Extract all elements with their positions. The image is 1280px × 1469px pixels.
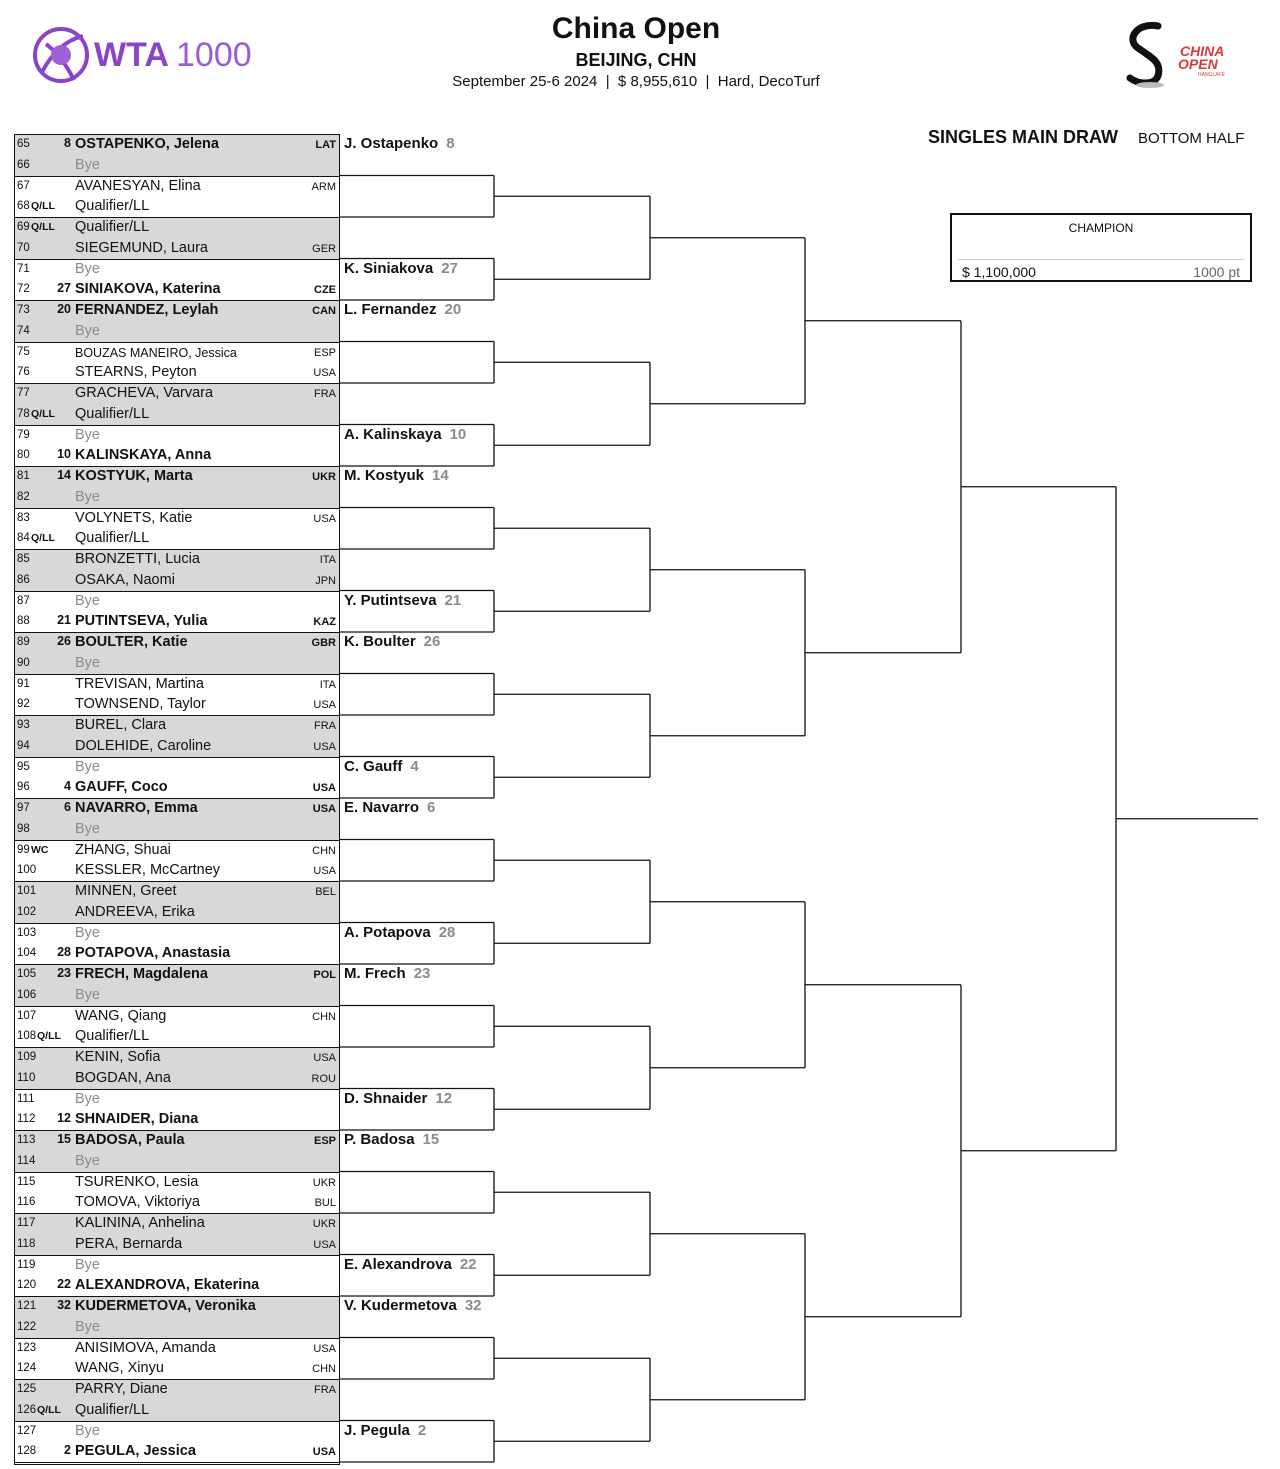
nationality: JPN: [315, 574, 336, 587]
tournament-info: September 25-6 2024 | $ 8,955,610 | Hard, DecoTurf: [452, 73, 820, 90]
entry-status: Q/LL: [31, 221, 55, 233]
nationality: USA: [313, 1052, 336, 1064]
nationality: CAN: [312, 305, 336, 317]
nationality: UKR: [312, 1218, 336, 1230]
player-name: Bye: [75, 1318, 100, 1335]
seed-number: 6: [64, 800, 71, 814]
round2-name: A. Potapova: [344, 923, 431, 941]
player-name: OSTAPENKO, Jelena: [75, 136, 219, 152]
round2-player: [344, 592, 461, 609]
round2-seed: 23: [413, 965, 431, 982]
draw-position: 89: [17, 636, 30, 648]
round2-seed: 21: [444, 591, 462, 609]
round2-player: [344, 758, 419, 775]
round2-seed: 12: [435, 1089, 453, 1107]
draw-position: 103: [17, 926, 37, 939]
draw-position: 106: [17, 988, 37, 1001]
nationality: ROU: [311, 1072, 336, 1085]
seed-number: 10: [57, 447, 71, 462]
nationality: USA: [312, 803, 336, 815]
draw-position: 70: [17, 241, 30, 254]
draw-position: 83: [17, 511, 30, 524]
round2-seed: 8: [446, 135, 455, 152]
seed-number: 4: [64, 779, 71, 794]
player-name: Bye: [75, 654, 100, 671]
nationality: USA: [313, 699, 336, 712]
draw-position: 125: [17, 1383, 37, 1395]
draw-position: 121: [17, 1300, 37, 1312]
seed-number: 28: [57, 945, 71, 960]
round2-seed: 22: [459, 1255, 477, 1273]
seed-number: 26: [57, 634, 71, 648]
player-name: WANG, Qiang: [75, 1007, 167, 1024]
round2-player: [344, 301, 461, 318]
player-name: TOWNSEND, Taylor: [75, 696, 206, 713]
draw-position: 105: [17, 968, 37, 980]
player-name: SHNAIDER, Diana: [75, 1111, 199, 1128]
seed-number: 21: [57, 613, 71, 628]
player-name: Qualifier/LL: [75, 1028, 150, 1045]
draw-position: 115: [17, 1175, 36, 1188]
nationality: GBR: [311, 637, 336, 649]
seed-number: 15: [57, 1132, 71, 1146]
player-name: SIEGEMUND, Laura: [75, 239, 208, 256]
champion-points: 1000 pt: [1193, 264, 1240, 280]
draw-position: 87: [17, 594, 30, 607]
nationality: CHN: [312, 844, 336, 857]
player-name: Bye: [75, 1152, 100, 1169]
nationality: ITA: [319, 554, 336, 566]
nationality: CHN: [312, 1010, 336, 1023]
player-name: NAVARRO, Emma: [75, 800, 198, 816]
draw-position: 123: [17, 1341, 37, 1354]
draw-position: 90: [17, 656, 30, 669]
round2-name: J. Pegula: [344, 1421, 410, 1439]
round2-name: J. Ostapenko: [344, 135, 439, 152]
player-name: BOULTER, Katie: [75, 634, 188, 650]
player-name: BOGDAN, Ana: [75, 1069, 171, 1086]
player-name: SINIAKOVA, Katerina: [75, 281, 221, 298]
draw-position: 110: [17, 1071, 36, 1084]
draw-position: 113: [17, 1134, 36, 1146]
player-name: KESSLER, McCartney: [75, 862, 221, 879]
player-name: STEARNS, Peyton: [75, 364, 197, 381]
player-name: Bye: [75, 156, 100, 173]
player-name: ZHANG, Shuai: [75, 841, 171, 858]
draw-position: 112: [17, 1113, 36, 1126]
player-name: BUREL, Clara: [75, 717, 167, 733]
round2-player: [344, 1090, 452, 1107]
player-name: FRECH, Magdalena: [75, 966, 208, 982]
nationality: USA: [313, 1342, 336, 1355]
draw-position: 98: [17, 822, 30, 835]
seed-number: 32: [57, 1298, 71, 1312]
round2-name: K. Boulter: [344, 633, 416, 650]
draw-position: 127: [17, 1424, 37, 1437]
draw-position: 67: [17, 179, 30, 192]
round2-seed: 32: [464, 1297, 482, 1314]
player-name: BRONZETTI, Lucia: [75, 551, 200, 567]
player-name: DOLEHIDE, Caroline: [75, 737, 212, 754]
entry-status: Q/LL: [37, 1403, 61, 1416]
player-name: BOUZAS MANEIRO, Jessica: [75, 345, 237, 360]
round2-name: A. Kalinskaya: [344, 425, 442, 443]
draw-position: 73: [17, 304, 30, 316]
player-name: Bye: [75, 1256, 100, 1273]
entry-status: Q/LL: [31, 532, 55, 545]
player-name: Qualifier/LL: [75, 198, 150, 215]
draw-position: 93: [17, 719, 30, 731]
round2-seed: 15: [422, 1131, 440, 1148]
player-name: KALININA, Anhelina: [75, 1215, 205, 1231]
player-name: TREVISAN, Martina: [75, 675, 204, 692]
nationality: USA: [312, 782, 336, 795]
draw-position: 96: [17, 781, 30, 794]
draw-position: 94: [17, 739, 30, 752]
draw-position: 74: [17, 324, 30, 337]
player-name: BADOSA, Paula: [75, 1132, 185, 1148]
draw-position: 104: [17, 947, 37, 960]
player-name: POTAPOVA, Anastasia: [75, 945, 231, 962]
round2-player: [344, 1297, 482, 1314]
draw-position: 114: [17, 1154, 36, 1167]
draw-position: 126: [17, 1403, 37, 1416]
round2-player: [344, 467, 449, 484]
player-name: Bye: [75, 322, 100, 339]
draw-position: 100: [17, 864, 37, 877]
draw-position: 81: [17, 470, 30, 482]
player-name: ANDREEVA, Erika: [75, 903, 195, 920]
nationality: BUL: [314, 1197, 336, 1210]
player-name: PUTINTSEVA, Yulia: [75, 613, 208, 630]
player-name: TSURENKO, Lesia: [75, 1173, 199, 1190]
champion-prize: $ 1,100,000: [962, 264, 1036, 280]
champion-label: CHAMPION: [1068, 221, 1134, 235]
seed-number: 23: [57, 966, 71, 980]
nationality: ESP: [313, 346, 336, 359]
round2-player: [344, 965, 430, 982]
draw-position: 109: [17, 1051, 37, 1063]
nationality: CHN: [312, 1363, 336, 1376]
tournament-title: China Open: [551, 12, 721, 45]
entry-status: Q/LL: [31, 200, 55, 213]
draw-position: 101: [17, 885, 37, 897]
player-name: Qualifier/LL: [75, 405, 150, 422]
nationality: GER: [312, 242, 336, 255]
entry-status: WC: [31, 843, 49, 856]
player-name: Bye: [75, 426, 100, 443]
round2-name: V. Kudermetova: [344, 1297, 457, 1314]
player-name: Bye: [75, 592, 100, 609]
draw-position: 124: [17, 1362, 37, 1375]
nationality: USA: [313, 1238, 336, 1251]
svg-text:OPEN: OPEN: [1178, 56, 1218, 72]
player-name: GRACHEVA, Varvara: [75, 385, 214, 401]
draw-position: 91: [17, 677, 30, 690]
nationality: FRA: [314, 388, 336, 400]
round2-name: E. Alexandrova: [344, 1255, 452, 1273]
nationality: UKR: [312, 1176, 336, 1189]
draw-position: 97: [17, 802, 30, 814]
draw-position: 95: [17, 760, 30, 773]
draw-position: 78: [17, 407, 30, 420]
round2-player: [344, 633, 440, 650]
nationality: ESP: [313, 1135, 336, 1147]
round2-seed: 2: [417, 1421, 427, 1439]
draw-subtitle: BOTTOM HALF: [1138, 130, 1245, 147]
round2-seed: 14: [432, 467, 449, 484]
seed-number: 14: [57, 468, 71, 482]
player-name: PARRY, Diane: [75, 1381, 168, 1397]
player-name: Bye: [75, 924, 100, 941]
seed-number: 27: [57, 281, 71, 296]
nationality: FRA: [314, 1384, 336, 1396]
nationality: ITA: [319, 678, 336, 691]
entry-status: Q/LL: [37, 1030, 61, 1043]
draw-position: 72: [17, 283, 30, 296]
nationality: BEL: [315, 886, 336, 898]
draw-position: 80: [17, 449, 30, 462]
draw-position: 75: [17, 345, 30, 358]
draw-position: 118: [17, 1237, 36, 1250]
round2-seed: 20: [444, 301, 462, 318]
round2-seed: 28: [438, 923, 456, 941]
draw-position: 107: [17, 1009, 37, 1022]
player-name: GAUFF, Coco: [75, 779, 168, 796]
seed-number: 2: [64, 1443, 71, 1458]
round2-player: [344, 426, 466, 443]
round2-player: [344, 1422, 426, 1439]
round2-name: P. Badosa: [344, 1131, 415, 1148]
player-name: Qualifier/LL: [75, 1401, 150, 1418]
player-name: Qualifier/LL: [75, 530, 150, 547]
round2-seed: 27: [441, 259, 458, 277]
nationality: USA: [312, 1446, 336, 1459]
nationality: UKR: [312, 471, 336, 483]
draw-position: 119: [17, 1258, 36, 1271]
round2-player: [344, 924, 455, 941]
seed-number: 8: [64, 136, 71, 150]
nationality: CZE: [314, 284, 336, 297]
tournament-city: BEIJING, CHN: [575, 50, 697, 70]
draw-position: 86: [17, 573, 30, 586]
round2-player: [344, 1256, 477, 1273]
draw-position: 88: [17, 615, 30, 628]
draw-title: SINGLES MAIN DRAW: [928, 127, 1119, 147]
seed-number: 20: [57, 302, 71, 316]
draw-position: 79: [17, 428, 30, 441]
player-name: PEGULA, Jessica: [75, 1443, 196, 1460]
svg-text:1000: 1000: [176, 36, 252, 74]
draw-position: 71: [17, 262, 30, 275]
player-name: AVANESYAN, Elina: [75, 177, 201, 194]
player-name: KUDERMETOVA, Veronika: [75, 1298, 256, 1314]
player-name: Bye: [75, 488, 100, 505]
round2-name: M. Kostyuk: [344, 467, 425, 484]
player-name: Bye: [75, 986, 100, 1003]
draw-position: 76: [17, 366, 30, 379]
player-name: Bye: [75, 1422, 100, 1439]
player-name: TOMOVA, Viktoriya: [75, 1194, 200, 1211]
draw-position: 85: [17, 553, 30, 565]
draw-position: 99: [17, 843, 30, 856]
player-name: WANG, Xinyu: [75, 1360, 164, 1377]
round2-player: [344, 799, 435, 816]
player-name: KENIN, Sofia: [75, 1049, 161, 1065]
draw-position: 116: [17, 1196, 36, 1209]
svg-text:WTA: WTA: [94, 36, 169, 74]
player-name: ALEXANDROVA, Ekaterina: [75, 1277, 260, 1294]
draw-position: 66: [17, 158, 30, 171]
seed-number: 12: [57, 1111, 71, 1126]
nationality: ARM: [311, 180, 336, 193]
nationality: FRA: [314, 720, 336, 732]
player-name: Bye: [75, 758, 100, 775]
nationality: USA: [313, 367, 336, 380]
draw-position: 82: [17, 490, 30, 503]
round2-seed: 4: [410, 757, 419, 775]
player-name: KOSTYUK, Marta: [75, 468, 193, 484]
draw-position: 117: [17, 1217, 36, 1229]
draw-position: 92: [17, 698, 30, 711]
round2-name: M. Frech: [344, 965, 406, 982]
player-name: VOLYNETS, Katie: [75, 509, 193, 526]
nationality: USA: [313, 740, 336, 753]
draw-position: 84: [17, 532, 30, 545]
draw-position: 108: [17, 1030, 37, 1043]
nationality: LAT: [315, 139, 336, 151]
seed-number: 22: [57, 1277, 71, 1292]
draw-position: 68: [17, 200, 30, 213]
player-name: KALINSKAYA, Anna: [75, 447, 212, 464]
round2-seed: 6: [427, 799, 436, 816]
player-name: Bye: [75, 260, 100, 277]
draw-position: 120: [17, 1279, 37, 1292]
player-name: Bye: [75, 1090, 100, 1107]
round2-name: K. Siniakova: [344, 259, 434, 277]
round2-player: [344, 260, 458, 277]
nationality: KAZ: [313, 616, 336, 629]
round2-name: E. Navarro: [344, 799, 420, 816]
draw-position: 69: [17, 221, 30, 233]
draw-position: 122: [17, 1320, 37, 1333]
player-name: Bye: [75, 820, 100, 837]
round2-seed: 26: [423, 633, 441, 650]
draw-position: 65: [17, 138, 30, 150]
player-name: ANISIMOVA, Amanda: [75, 1339, 216, 1356]
draw-position: 102: [17, 905, 37, 918]
nationality: USA: [313, 865, 336, 878]
player-name: Qualifier/LL: [75, 219, 150, 235]
round2-name: Y. Putintseva: [344, 591, 437, 609]
nationality: POL: [313, 969, 336, 981]
entry-status: Q/LL: [31, 407, 55, 420]
round2-player: [344, 135, 455, 152]
draw-position: 128: [17, 1445, 37, 1458]
svg-text:HANGLAFE: HANGLAFE: [1198, 72, 1225, 78]
round2-name: D. Shnaider: [344, 1089, 428, 1107]
round2-name: C. Gauff: [344, 757, 403, 775]
round2-name: L. Fernandez: [344, 301, 437, 318]
draw-position: 111: [17, 1092, 35, 1105]
svg-text:CHINA: CHINA: [1180, 43, 1225, 59]
player-name: OSAKA, Naomi: [75, 571, 175, 588]
player-name: FERNANDEZ, Leylah: [75, 302, 219, 318]
round2-seed: 10: [449, 425, 467, 443]
player-name: PERA, Bernarda: [75, 1235, 183, 1252]
round2-player: [344, 1131, 439, 1148]
nationality: USA: [313, 512, 336, 525]
draw-position: 77: [17, 387, 30, 399]
player-name: MINNEN, Greet: [75, 883, 177, 899]
